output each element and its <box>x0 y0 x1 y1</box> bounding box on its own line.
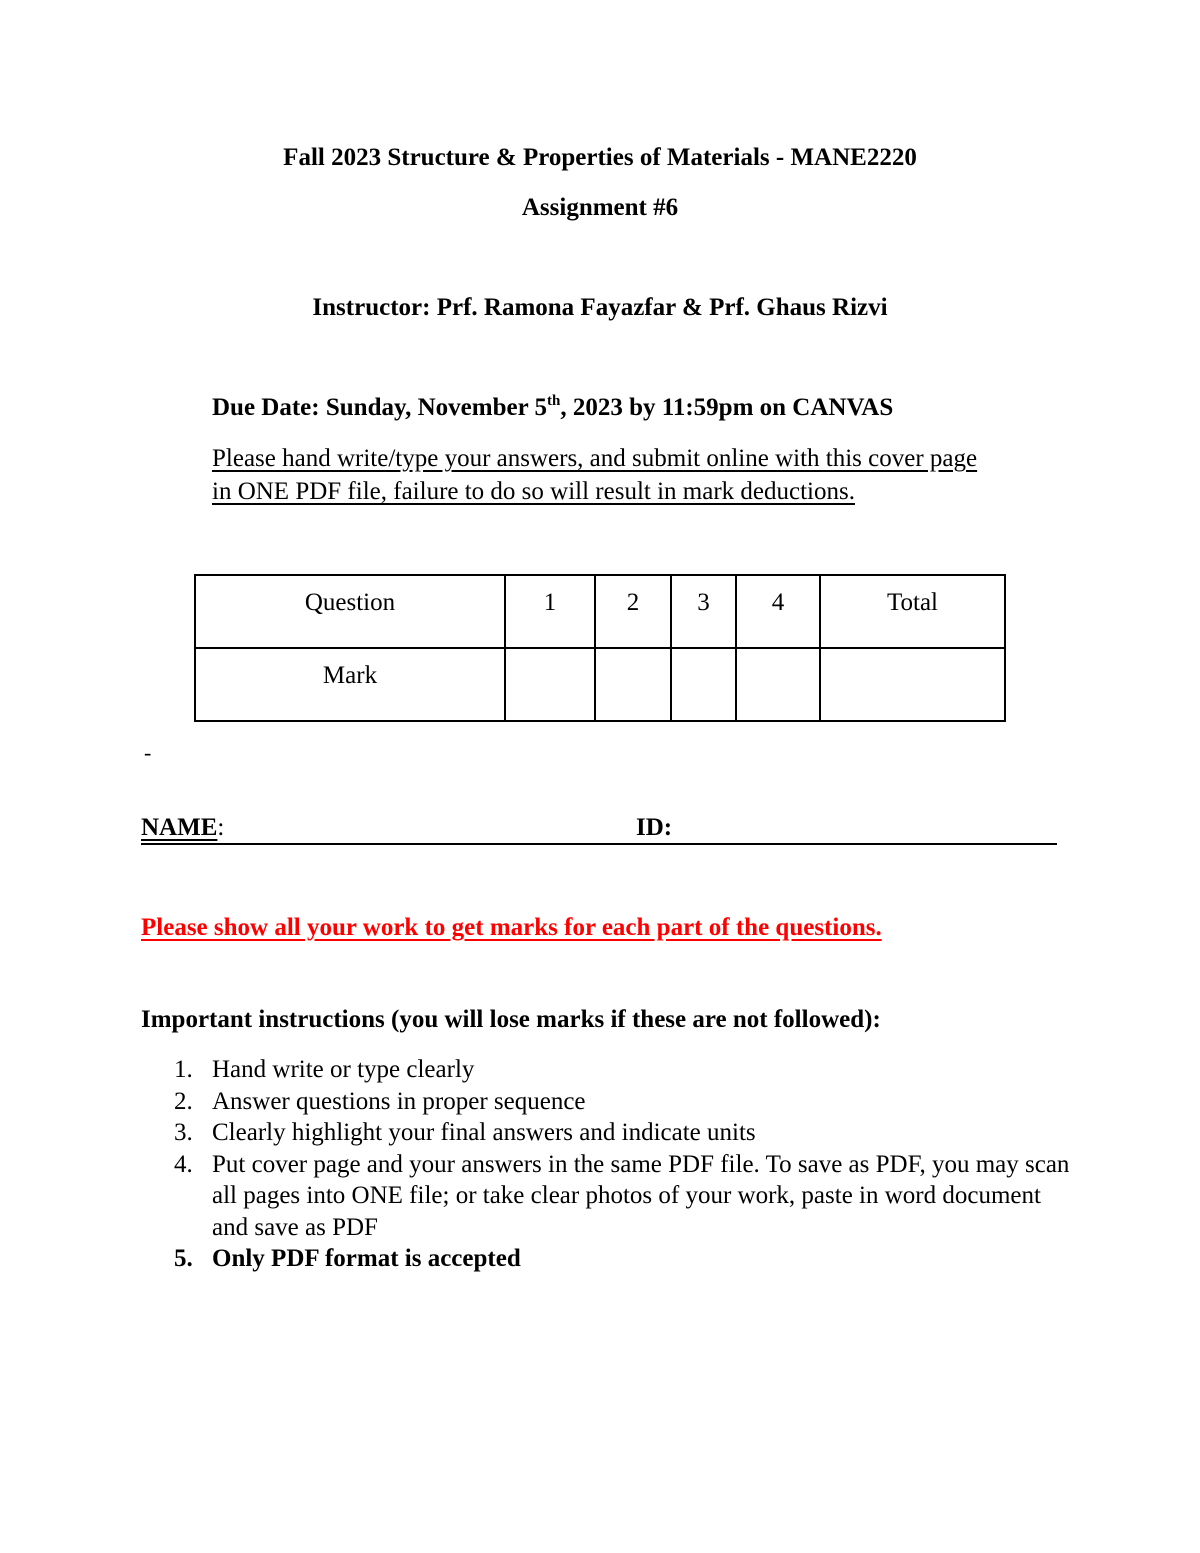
marks-table-header-row <box>195 575 1005 648</box>
name-label-text: NAME <box>141 814 218 841</box>
list-item-text: Clearly highlight your final answers and indicate units <box>212 1119 756 1146</box>
instructions-list <box>0 1054 1200 1275</box>
list-item <box>0 1117 1072 1149</box>
list-item-number: 1. <box>174 1056 193 1083</box>
list-item <box>0 1243 1072 1275</box>
instructor-line: Instructor: Prf. Ramona Fayazfar & Prf. Ghaus Rizvi <box>312 294 888 321</box>
list-item-text: Only PDF format is accepted <box>212 1245 521 1272</box>
list-item-text: Put cover page and your answers in the same PDF file. To save as PDF, you may scan all pages into ONE file; or take clear photos of your work, paste in word document and save as PDF <box>212 1150 1070 1241</box>
instructions-heading: Important instructions (you will lose marks if these are not followed): <box>141 1006 881 1033</box>
due-date <box>212 394 893 422</box>
list-item-text: Hand write or type clearly <box>212 1056 475 1083</box>
name-label-colon: : <box>217 814 225 841</box>
marks-table <box>194 574 1006 722</box>
stray-dash: - <box>144 740 152 765</box>
name-field-label <box>141 814 224 842</box>
course-title: Fall 2023 Structure & Properties of Materials - MANE2220 <box>283 144 917 171</box>
mark-cell-q1[interactable] <box>505 648 595 721</box>
marks-table-mark-row <box>195 648 1005 721</box>
header-q2: 2 <box>595 575 671 648</box>
mark-cell-total[interactable] <box>820 648 1005 721</box>
header-q3: 3 <box>671 575 736 648</box>
mark-cell-q4[interactable] <box>736 648 820 721</box>
list-item <box>0 1086 1072 1118</box>
submission-note-line-1: Please hand write/type your answers, and submit online with this cover page <box>212 445 978 472</box>
mark-cell-q2[interactable] <box>595 648 671 721</box>
list-item-number: 5. <box>174 1245 193 1272</box>
header-total: Total <box>820 575 1005 648</box>
list-item-text: Answer questions in proper sequence <box>212 1087 586 1115</box>
list-item-number: 3. <box>174 1119 193 1146</box>
list-item-number: 2. <box>174 1087 193 1115</box>
list-item <box>0 1054 1072 1086</box>
id-field-label: ID: <box>636 814 673 841</box>
assignment-title: Assignment #6 <box>521 194 679 221</box>
due-date-superscript: th <box>546 393 561 409</box>
due-date-suffix: , 2023 by 11:59pm on CANVAS <box>560 394 894 421</box>
header-q1: 1 <box>505 575 595 648</box>
mark-cell-q3[interactable] <box>671 648 736 721</box>
list-item <box>0 1149 1072 1244</box>
header-q4: 4 <box>736 575 820 648</box>
list-item-number: 4. <box>174 1150 193 1178</box>
mark-row-label: Mark <box>195 648 505 721</box>
show-work-warning: Please show all your work to get marks for each part of the questions. <box>141 914 882 941</box>
name-id-underline[interactable] <box>141 843 1057 845</box>
submission-note-line-2: in ONE PDF file, failure to do so will result in mark deductions. <box>212 478 855 505</box>
header-question: Question <box>195 575 505 648</box>
submission-note <box>212 442 977 508</box>
due-date-prefix: Due Date: Sunday, November 5 <box>212 394 547 421</box>
